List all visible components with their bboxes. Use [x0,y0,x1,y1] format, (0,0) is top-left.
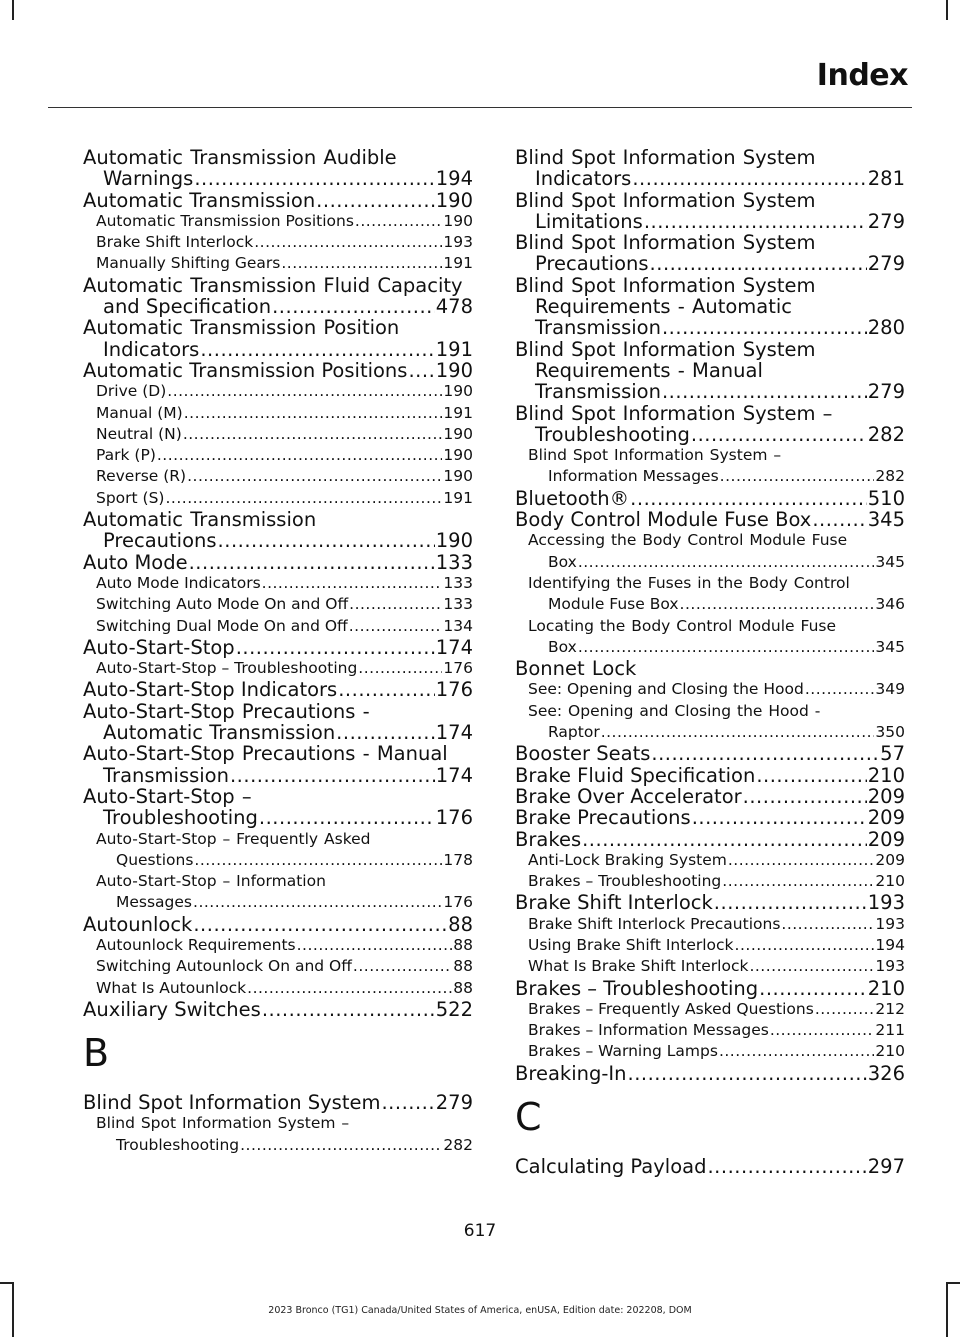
dot-leader [408,360,434,381]
dot-leader [578,637,875,658]
index-entry-text: Auto Mode Indicators [96,573,261,592]
dot-leader [707,1156,866,1177]
index-entry-text: Brakes – Frequently Asked Questions [528,999,814,1018]
index-subentry[interactable] [83,488,473,509]
index-page-ref[interactable]: 210 [867,976,905,1000]
index-entry[interactable] [83,999,473,1020]
index-entry[interactable] [515,786,905,807]
index-entry-text: Switching Autounlock On and Off [96,957,352,976]
dot-leader [743,786,867,807]
index-entry-text: Requirements - Automatic [535,295,793,319]
dot-leader [632,168,866,189]
index-entry-text: Anti-Lock Braking System [528,850,727,869]
dot-leader [651,743,879,764]
index-page-ref[interactable]: 350 [875,723,905,742]
index-entry-text: Precautions [535,252,649,276]
index-entry-text: Bluetooth® [515,486,630,510]
index-entry-text: Blind Spot Information System [515,188,816,212]
index-subentry[interactable] [83,573,473,594]
index-entry[interactable] [83,190,473,211]
index-page-ref[interactable]: 193 [875,957,905,976]
dot-leader [218,530,435,551]
dot-leader [812,509,866,530]
dot-leader [187,466,442,487]
index-subentry[interactable] [83,1113,473,1156]
dot-leader [628,1063,867,1084]
index-subentry[interactable] [83,445,473,466]
index-page-ref[interactable]: 297 [867,1155,905,1179]
dot-leader [230,765,435,786]
index-entry-text: Brake Shift Interlock Precautions [528,914,781,933]
dot-leader [193,914,447,935]
index-entry-text: Messages [116,893,193,912]
index-entry[interactable] [515,147,905,190]
index-entry-text: Automatic Transmission Position [83,316,400,340]
dot-leader [358,658,442,679]
index-entry-text: Brakes [515,827,582,851]
index-entry[interactable] [83,743,473,786]
index-entry[interactable] [83,360,473,381]
index-subentry[interactable] [515,701,905,744]
dot-leader [720,466,875,487]
index-entry[interactable] [515,403,905,446]
index-page-ref[interactable]: 282 [875,467,905,486]
index-entry-text: Auto-Start-Stop – [83,784,252,808]
index-page-ref[interactable]: 209 [875,850,905,869]
dot-leader [262,999,435,1020]
index-page-ref[interactable]: 345 [875,552,905,571]
dot-leader [601,722,875,743]
index-entry-text: Brake Precautions [515,806,691,830]
dot-leader [719,1041,874,1062]
dot-leader [272,296,435,317]
index-entry-text: Auxiliary Switches [83,997,261,1021]
dot-leader [297,935,453,956]
index-page-ref[interactable]: 190 [435,529,473,553]
index-entry-text: Warnings [103,167,194,191]
index-entry-text: Sport (S) [96,488,165,507]
index-section-letter: C [515,1095,542,1140]
index-page-ref[interactable]: 193 [443,233,473,252]
index-subentry[interactable] [83,594,473,615]
index-entry-text: Reverse (R) [96,467,187,486]
index-entry-text: Troubleshooting [103,806,258,830]
index-entry[interactable] [515,829,905,850]
index-entry-text: Brake Shift Interlock [515,891,713,915]
index-page-ref[interactable]: 279 [867,380,905,404]
crop-mark-top-left [12,0,14,20]
index-subentry[interactable] [83,253,473,274]
index-page-ref[interactable]: 176 [435,678,473,702]
index-page-ref[interactable]: 326 [867,1061,905,1085]
index-page-ref[interactable]: 510 [867,486,905,510]
index-entry-text: Automatic Transmission Positions [83,358,408,382]
index-subentry[interactable] [83,232,473,253]
index-page-ref[interactable]: 190 [443,446,473,465]
index-entry-text: Transmission [103,763,229,787]
dot-leader [722,871,874,892]
index-entry-text: Switching Auto Mode On and Off [96,595,349,614]
index-entry-text: Module Fuse Box [548,595,679,614]
index-entry-text: Auto-Start-Stop Indicators [83,678,338,702]
index-subentry[interactable] [83,978,473,999]
index-page-ref[interactable]: 176 [443,659,473,678]
index-page-ref[interactable]: 209 [867,784,905,808]
index-subentry[interactable] [515,914,905,935]
index-entry-text: Raptor [548,723,600,742]
index-entry-text: Auto-Start-Stop – Frequently Asked [96,829,371,848]
index-subentry[interactable] [83,403,473,424]
index-entry[interactable] [515,892,905,913]
dot-leader [680,594,875,615]
index-entry-text: Automatic Transmission Audible [83,146,397,169]
index-entry-text: Automatic Transmission Fluid Capacity [83,273,463,297]
dot-leader [691,424,867,445]
index-entry-text: Brake Fluid Specification [515,763,756,787]
dot-leader [381,1092,434,1113]
index-entry-text: Park (P) [96,446,156,465]
index-page-ref[interactable]: 478 [435,295,473,319]
index-page-ref[interactable]: 212 [875,999,905,1018]
index-entry-text: Autounlock Requirements [96,935,296,954]
index-entry-text: Blind Spot Information System – [515,401,833,425]
index-page-ref[interactable]: 210 [875,872,905,891]
index-page-ref[interactable]: 349 [875,680,905,699]
dot-leader [349,616,443,637]
index-page-ref[interactable]: 88 [453,957,473,976]
index-entry-text: Limitations [535,209,643,233]
index-entry[interactable] [515,1156,905,1177]
dot-leader [349,594,442,615]
footer-edition-info: 2023 Bronco (TG1) Canada/United States of America, enUSA, Edition date: 202208, DOM [268,1305,692,1316]
dot-leader [184,403,443,424]
dot-leader [728,850,875,871]
index-entry-text: Brakes – Information Messages [528,1021,769,1040]
index-entry-text: Box [548,552,577,571]
index-page-ref[interactable]: 210 [875,1042,905,1061]
index-page-ref[interactable]: 133 [443,595,473,614]
index-entry-text: Auto-Start-Stop – Information [96,872,326,891]
index-page-ref[interactable]: 176 [443,893,473,912]
index-page-ref[interactable]: 210 [867,763,905,787]
index-entry-text: Booster Seats [515,742,651,766]
index-page-ref[interactable]: 191 [443,254,473,273]
index-page-ref[interactable]: 190 [443,382,473,401]
index-page-ref[interactable]: 209 [867,827,905,851]
dot-leader [240,1135,442,1156]
index-entry-text: Blind Spot Information System [515,146,816,169]
index-page-ref[interactable]: 209 [867,806,905,830]
index-entry-text: Drive (D) [96,382,167,401]
index-page-ref[interactable]: 133 [435,550,473,574]
dot-leader [770,1020,875,1041]
index-subentry[interactable] [83,935,473,956]
index-entry[interactable] [515,488,905,509]
index-subentry[interactable] [83,829,473,872]
index-subentry[interactable] [515,999,905,1020]
index-entry[interactable] [83,679,473,700]
index-subentry[interactable] [515,573,905,616]
dot-leader [355,211,443,232]
index-section-letter: B [83,1031,110,1076]
index-page-ref[interactable]: 134 [443,616,473,635]
index-page-ref[interactable]: 279 [435,1091,473,1115]
index-entry-text: Indicators [535,167,632,191]
index-entry-text: Questions [116,850,194,869]
index-entry-text: Automatic Transmission [83,188,316,212]
dot-leader [281,253,442,274]
index-entry-text: Using Brake Shift Interlock [528,935,734,954]
index-entry-text: Automatic Transmission [103,721,336,745]
index-entry-text: Body Control Module Fuse Box [515,508,812,532]
index-page-ref[interactable]: 346 [875,595,905,614]
index-page-ref[interactable]: 174 [435,635,473,659]
dot-leader [756,765,866,786]
dot-leader [735,935,875,956]
index-page-ref[interactable]: 279 [867,252,905,276]
index-entry-text: Brakes – Troubleshooting [515,976,759,1000]
crop-mark-top-right [946,0,948,20]
index-subentry[interactable] [83,871,473,914]
index-subentry[interactable] [515,1041,905,1062]
dot-leader [254,232,442,253]
index-page-ref[interactable]: 522 [435,997,473,1021]
index-column-right [515,147,905,1177]
index-page-ref[interactable]: 282 [443,1135,473,1154]
dot-leader [662,317,867,338]
index-page-ref[interactable]: 345 [875,637,905,656]
dot-leader [582,829,867,850]
index-subentry[interactable] [515,1020,905,1041]
index-entry[interactable] [83,275,473,318]
index-entry-text: and Specification [103,295,272,319]
index-subentry[interactable] [83,616,473,637]
index-page-ref[interactable]: 194 [875,935,905,954]
dot-leader [336,722,435,743]
index-entry-text: Blind Spot Information System – [528,446,782,465]
index-entry[interactable] [83,701,473,744]
index-entry-text: Troubleshooting [116,1135,240,1154]
dot-leader [183,424,443,445]
index-entry-text: Brake Shift Interlock [96,233,254,252]
index-page-ref[interactable]: 193 [875,914,905,933]
index-entry-text: Transmission [535,316,661,340]
index-page-ref[interactable]: 194 [435,167,473,191]
index-subentry[interactable] [83,466,473,487]
dot-leader [316,190,435,211]
dot-leader [759,978,867,999]
index-page-ref[interactable]: 191 [443,488,473,507]
index-entry[interactable] [515,232,905,275]
dot-leader [650,253,867,274]
index-column-left [83,147,473,1156]
dot-leader [630,488,867,509]
index-page-ref[interactable]: 193 [867,891,905,915]
index-page-ref[interactable]: 190 [443,424,473,443]
index-page-ref[interactable]: 191 [435,337,473,361]
index-page-ref[interactable]: 191 [443,403,473,422]
index-entry-text: What Is Brake Shift Interlock [528,957,749,976]
index-entry-text: Blind Spot Information System [83,1091,381,1115]
header-divider [48,107,912,108]
index-page-ref[interactable]: 174 [435,721,473,745]
index-entry[interactable] [83,552,473,573]
index-page-ref[interactable]: 57 [880,742,905,766]
index-entry-text: Autounlock [83,912,193,936]
index-entry-text: Automatic Transmission Positions [96,211,354,230]
index-entry-text: Blind Spot Information System [515,273,816,297]
index-page-ref[interactable]: 174 [435,763,473,787]
index-entry-text: Identifying the Fuses in the Body Control [528,573,850,592]
index-entry[interactable] [83,317,473,360]
index-page-ref[interactable]: 88 [453,978,473,997]
index-entry[interactable] [83,637,473,658]
index-entry-text: Information Messages [548,467,719,486]
dot-leader [749,956,874,977]
index-entry[interactable] [83,786,473,829]
index-entry-text: Brakes – Warning Lamps [528,1042,718,1061]
index-page-ref[interactable]: 211 [875,1021,905,1040]
index-entry-text: Requirements - Manual [535,358,763,382]
dot-leader [781,914,874,935]
dot-leader [193,892,442,913]
index-subentry[interactable] [515,935,905,956]
index-page-ref[interactable]: 178 [443,850,473,869]
index-entry-text: Accessing the Body Control Module Fuse [528,531,848,550]
index-entry-text: Calculating Payload [515,1155,707,1179]
dot-leader [189,552,435,573]
index-heading-text: Bonnet Lock [515,657,637,681]
index-page-ref[interactable]: 279 [867,209,905,233]
index-entry-text: Switching Dual Mode On and Off [96,616,348,635]
dot-leader [805,679,875,700]
index-entry-text: Manual (M) [96,403,183,422]
index-page-ref[interactable]: 88 [453,935,473,954]
index-subentry[interactable] [83,381,473,402]
index-subentry[interactable] [83,424,473,445]
index-page-ref[interactable]: 190 [435,188,473,212]
index-entry-text: See: Opening and Closing the Hood - [528,701,821,720]
index-page-ref[interactable]: 345 [867,508,905,532]
dot-leader [200,339,434,360]
index-page-ref[interactable]: 190 [443,211,473,230]
index-entry-text: Automatic Transmission [83,508,317,532]
index-page-ref[interactable]: 176 [435,806,473,830]
index-subentry[interactable] [515,445,905,488]
dot-leader [338,679,435,700]
index-page-ref[interactable]: 133 [443,573,473,592]
index-entry-text: Auto-Start-Stop [83,635,235,659]
index-entry[interactable] [515,978,905,999]
dot-leader [262,573,443,594]
dot-leader [644,211,867,232]
dot-leader [194,168,434,189]
index-page-ref[interactable]: 190 [435,358,473,382]
index-entry[interactable] [83,1092,473,1113]
index-entry-text: Blind Spot Information System – [96,1114,350,1133]
dot-leader [353,956,452,977]
index-entry[interactable] [515,509,905,530]
index-heading [515,658,905,679]
index-entry[interactable] [515,807,905,828]
index-subentry[interactable] [83,956,473,977]
index-subentry[interactable] [83,211,473,232]
index-entry[interactable] [515,190,905,233]
index-entry-text: Locating the Body Control Module Fuse [528,616,837,635]
dot-leader [714,892,867,913]
index-entry-text: Auto-Start-Stop – Troubleshooting [96,659,358,678]
index-entry-text: Breaking-In [515,1061,627,1085]
index-page-ref[interactable]: 280 [867,316,905,340]
dot-leader [578,552,875,573]
index-entry[interactable] [515,743,905,764]
index-entry-text: Brake Over Accelerator [515,784,742,808]
index-subentry[interactable] [515,616,905,659]
index-entry-text: Auto Mode [83,550,188,574]
index-entry[interactable] [515,339,905,403]
index-entry-text: Brakes – Troubleshooting [528,872,722,891]
index-entry-text: Neutral (N) [96,424,182,443]
index-entry[interactable] [515,765,905,786]
index-subentry[interactable] [515,956,905,977]
index-page-ref[interactable]: 88 [448,912,473,936]
index-page-ref[interactable]: 190 [443,467,473,486]
dot-leader [815,999,875,1020]
index-subentry[interactable] [515,530,905,573]
dot-leader [194,850,442,871]
index-entry-text: Blind Spot Information System [515,231,816,255]
dot-leader [662,381,867,402]
dot-leader [236,637,435,658]
index-entry-text: Transmission [535,380,661,404]
index-entry[interactable] [515,1063,905,1084]
dot-leader [167,381,442,402]
index-entry[interactable] [83,914,473,935]
index-page-ref[interactable]: 281 [867,167,905,191]
index-page-ref[interactable]: 282 [867,422,905,446]
dot-leader [247,978,452,999]
index-entry-text: Precautions [103,529,217,553]
index-subentry[interactable] [515,679,905,700]
index-entry-text: See: Opening and Closing the Hood [528,680,804,699]
index-subentry[interactable] [515,850,905,871]
index-entry-text: Manually Shifting Gears [96,254,281,273]
index-entry-text: Auto-Start-Stop Precautions - Manual [83,742,448,766]
crop-mark-bottom-right-h [946,1282,960,1284]
dot-leader [692,807,867,828]
index-entry[interactable] [83,147,473,190]
dot-leader [165,488,442,509]
dot-leader [157,445,443,466]
page-number: 617 [463,1221,497,1241]
page-title: Index [816,58,908,93]
index-entry-text: Auto-Start-Stop Precautions - [83,699,370,723]
index-entry-text: Blind Spot Information System [515,337,816,361]
index-entry[interactable] [515,275,905,339]
dot-leader [259,807,435,828]
index-entry-text: What Is Autounlock [96,978,247,997]
index-entry-text: Troubleshooting [535,422,690,446]
index-subentry[interactable] [515,871,905,892]
index-entry[interactable] [83,509,473,552]
crop-mark-bottom-left-h [0,1282,14,1284]
index-subentry[interactable] [83,658,473,679]
index-entry-text: Box [548,637,577,656]
index-entry-text: Indicators [103,337,200,361]
